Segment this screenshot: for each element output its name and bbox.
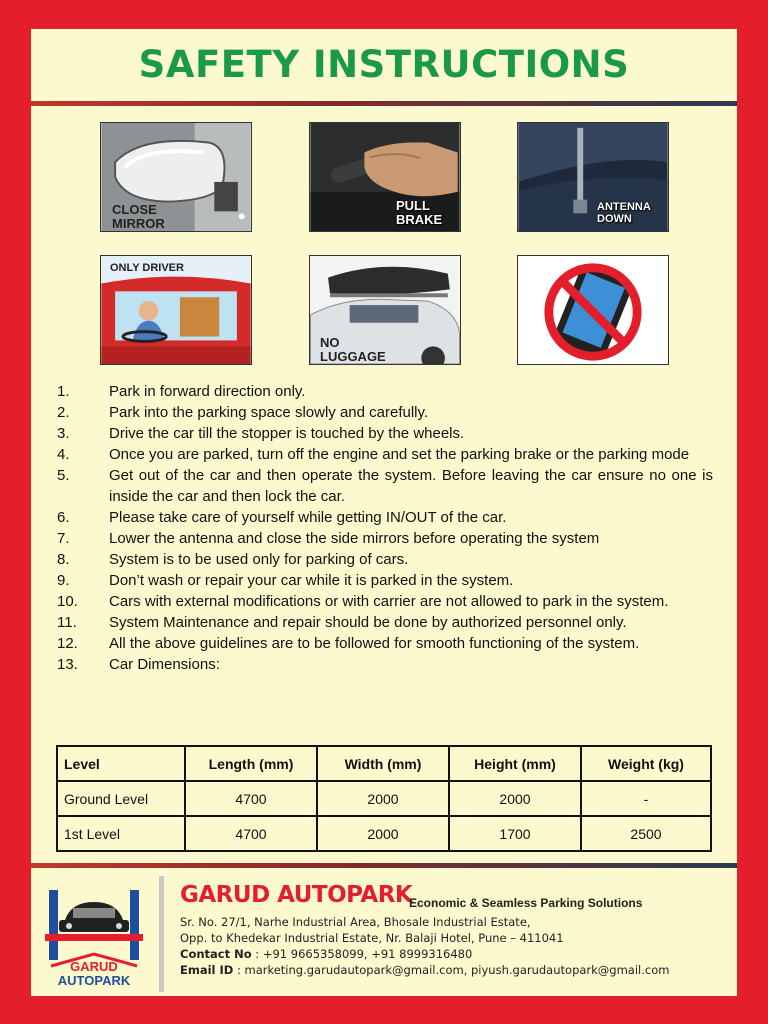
safety-sheet <box>31 29 737 996</box>
tile-caption-line1: ONLY DRIVER <box>110 262 184 274</box>
contact-label: Contact No <box>180 947 252 961</box>
tile-caption-line2: MIRROR <box>112 216 165 231</box>
table-cell: 1700 <box>449 816 581 851</box>
company-tagline: Economic & Seamless Parking Solutions <box>409 896 643 910</box>
tile-caption-line2: LUGGAGE <box>320 349 386 364</box>
list-item: 10. Cars with external modifications or with carrier are not allowed to park in the system. <box>57 593 669 610</box>
company-name: GARUD AUTOPARK <box>180 882 413 908</box>
table-cell: 2500 <box>581 816 711 851</box>
table-cell: 1st Level <box>57 816 185 851</box>
contact-value: : +91 9665358099, +91 8999316480 <box>251 947 473 961</box>
tile-caption-line2: DOWN <box>597 213 632 225</box>
tile-pull-brake <box>309 122 461 232</box>
list-item: 4. Once you are parked, turn off the engine and set the parking brake or the parking mode <box>57 446 690 463</box>
list-item: 1. Park in forward direction only. <box>57 383 306 400</box>
table-row <box>57 781 711 816</box>
contact-line <box>180 947 472 961</box>
title-divider <box>31 101 737 106</box>
table-header-cell: Level <box>57 746 185 781</box>
table-header-row <box>57 746 711 781</box>
table-cell: 2000 <box>317 781 449 816</box>
tile-only-driver <box>100 255 252 365</box>
logo-text-line2: AUTOPARK <box>57 973 131 988</box>
tile-caption-line1: NO <box>320 335 340 350</box>
email-value: : marketing.garudautopark@gmail.com, piyush.garudautopark@gmail.com <box>233 963 670 977</box>
email-label: Email ID <box>180 963 234 977</box>
list-item: 12. All the above guidelines are to be followed for smooth functioning of the system. <box>57 635 640 652</box>
footer-vertical-divider <box>159 876 164 992</box>
tile-caption-line1: CLOSE <box>112 202 157 217</box>
list-item: 9. Don’t wash or repair your car while it is parked in the system. <box>57 572 514 589</box>
table-cell: 2000 <box>449 781 581 816</box>
table-cell: 4700 <box>185 781 317 816</box>
list-item: 11. System Maintenance and repair should be done by authorized personnel only. <box>57 614 627 631</box>
car-dimensions-table <box>56 745 712 852</box>
address-line-1: Sr. No. 27/1, Narhe Industrial Area, Bhosale Industrial Estate, <box>180 915 531 929</box>
tile-antenna-down <box>517 122 669 232</box>
list-item: 8. System is to be used only for parking of cars. <box>57 551 409 568</box>
list-item: 3. Drive the car till the stopper is touched by the wheels. <box>57 425 465 442</box>
tile-caption-line2: BRAKE <box>396 212 443 227</box>
page-title: SAFETY INSTRUCTIONS <box>138 43 630 86</box>
table-header-cell: Height (mm) <box>449 746 581 781</box>
list-item: 5. Get out of the car and then operate the system. Before leaving the car ensure no one is inside the car and then lock the car. <box>57 467 713 505</box>
address-line-2: Opp. to Khedekar Industrial Estate, Nr. Balaji Hotel, Pune – 411041 <box>180 931 564 945</box>
tile-no-luggage <box>309 255 461 365</box>
list-item: 6. Please take care of yourself while getting IN/OUT of the car. <box>57 509 507 526</box>
table-cell: 4700 <box>185 816 317 851</box>
footer <box>31 868 737 996</box>
tile-no-phone <box>517 255 669 365</box>
company-logo <box>43 884 145 988</box>
tile-caption-line1: ANTENNA <box>597 201 651 213</box>
table-header-cell: Weight (kg) <box>581 746 711 781</box>
table-cell: Ground Level <box>57 781 185 816</box>
tile-close-mirror <box>100 122 252 232</box>
table-row <box>57 816 711 851</box>
instructions-list <box>57 381 713 675</box>
table-header-cell: Length (mm) <box>185 746 317 781</box>
list-item: 2. Park into the parking space slowly and carefully. <box>57 404 429 421</box>
table-header-cell: Width (mm) <box>317 746 449 781</box>
table-cell: - <box>581 781 711 816</box>
list-item: 13. Car Dimensions: <box>57 656 220 673</box>
table-cell: 2000 <box>317 816 449 851</box>
logo-text-line1: GARUD <box>70 959 118 974</box>
email-line <box>180 963 669 977</box>
tile-caption-line1: PULL <box>396 198 430 213</box>
no-phone-icon <box>518 256 668 364</box>
list-item: 7. Lower the antenna and close the side mirrors before operating the system <box>57 530 600 547</box>
